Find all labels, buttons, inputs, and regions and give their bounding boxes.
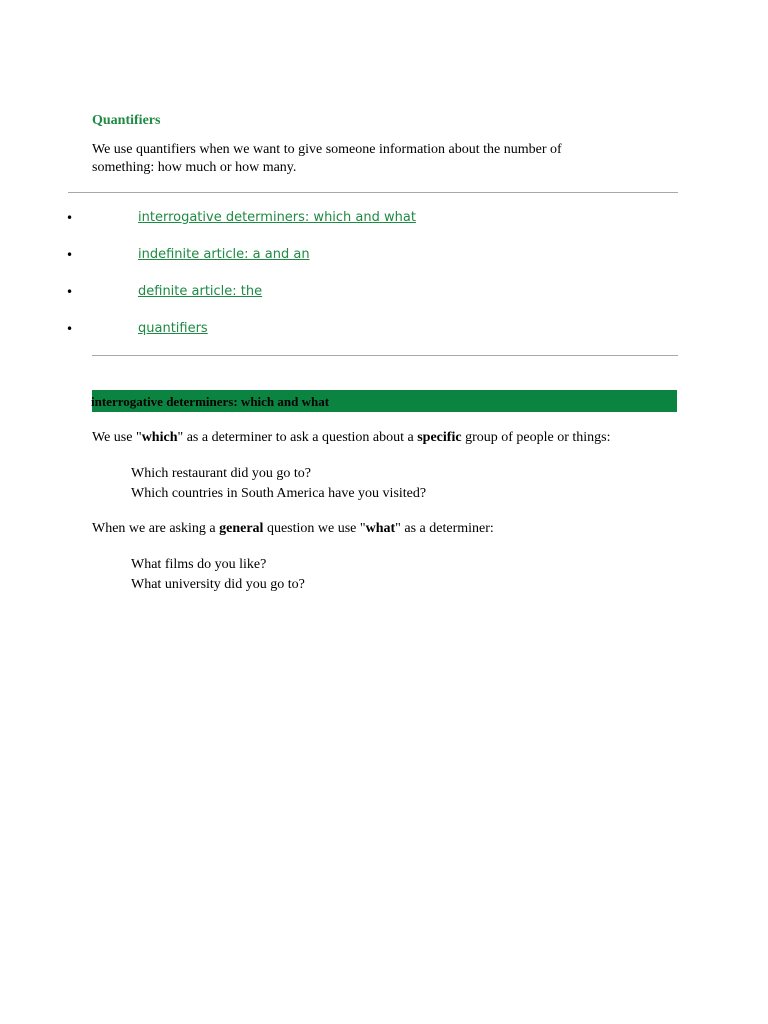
list-item (0, 319, 700, 339)
bold-term-general: general (219, 521, 264, 536)
divider-top (68, 192, 678, 193)
intro-line-2: something: how much or how many. (92, 160, 297, 175)
link-interrogative-determiners[interactable]: interrogative determiners: which and what (138, 210, 416, 225)
section-header (92, 390, 677, 412)
bullet: • (66, 211, 74, 225)
text-segment: When we are asking a (92, 521, 220, 536)
section-header-title: interrogative determiners: which and what (91, 394, 330, 409)
text-segment: group of people or things: (461, 430, 611, 445)
intro-line-1: We use quantifiers when we want to give someone information about the number of (92, 142, 562, 157)
example-sentence: Which countries in South America have you visited? (131, 486, 427, 501)
bold-term-specific: specific (417, 430, 462, 445)
page-title: Quantifiers (92, 113, 161, 128)
bullet: • (66, 285, 74, 299)
bullet: • (66, 322, 74, 336)
text-segment: We use " (92, 430, 142, 445)
intro-paragraph (92, 141, 652, 177)
bullet: • (66, 248, 74, 262)
paragraph-which (92, 429, 610, 447)
link-definite-article[interactable]: definite article: the (138, 284, 263, 299)
bold-term-which: which (141, 430, 178, 445)
example-sentence: What university did you go to? (131, 577, 305, 592)
list-item (0, 245, 700, 265)
list-item (0, 208, 700, 228)
text-segment: " as a determiner to ask a question about a (177, 430, 418, 445)
example-sentence: What films do you like? (131, 557, 267, 572)
text-segment: " as a determiner: (395, 521, 494, 536)
examples-what (131, 555, 305, 595)
link-quantifiers[interactable]: quantifiers (138, 321, 208, 336)
text-segment: question we use " (263, 521, 366, 536)
link-indefinite-article[interactable]: indefinite article: a and an (138, 247, 310, 262)
bold-term-what: what (365, 521, 396, 536)
examples-which (131, 464, 426, 504)
example-sentence: Which restaurant did you go to? (131, 466, 312, 481)
list-item (0, 282, 700, 302)
divider-bottom (92, 355, 678, 356)
paragraph-what (92, 520, 494, 538)
